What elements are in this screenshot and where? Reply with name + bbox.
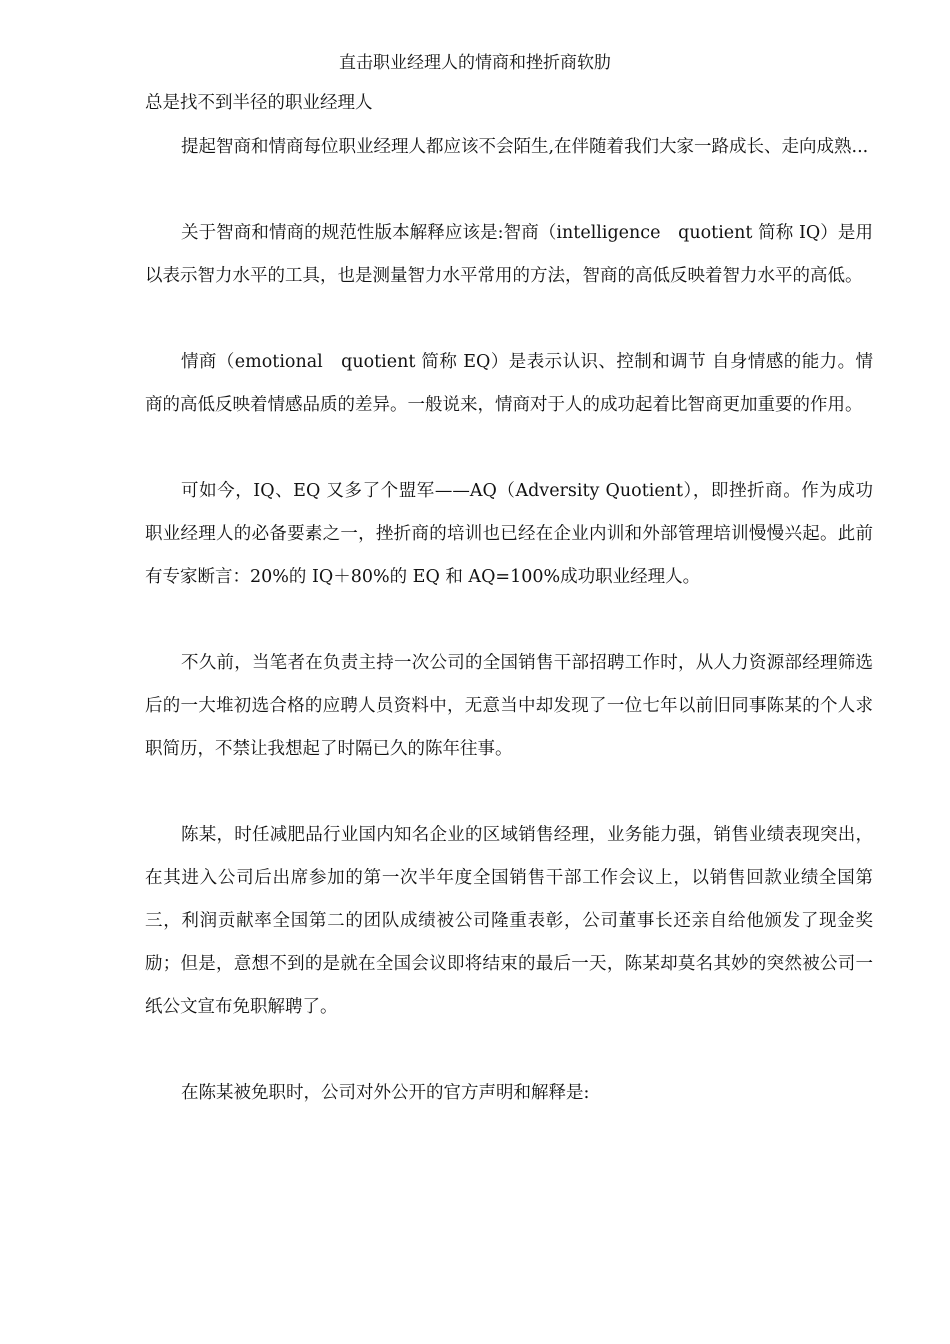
document-body <box>145 88 873 1115</box>
page-header-title: 直击职业经理人的情商和挫折商软肋 <box>339 53 611 73</box>
paragraph-3: 情商（emotional quotient 简称 EQ）是表示认识、控制和调节 自身情感的能力。情商的高低反映着情感品质的差异。一般说来，情商对于人的成功起着比智商更加重要的作用。 <box>145 352 873 415</box>
paragraph-5: 不久前，当笔者在负责主持一次公司的全国销售干部招聘工作时，从人力资源部经理筛选后的一大堆初选合格的应聘人员资料中，无意当中却发现了一位七年以前旧同事陈某的个人求职简历，不禁让我想起了时隔已久的陈年往事。 <box>145 653 873 759</box>
paragraph-4: 可如今，IQ、EQ 又多了个盟军——AQ（Adversity Quotient），即挫折商。作为成功职业经理人的必备要素之一，挫折商的培训也已经在企业内训和外部管理培训慢慢兴起。此前有专家断言：20%的 IQ＋80%的 EQ 和 AQ=100%成功职业经理人。 <box>145 481 873 587</box>
paragraph-7: 在陈某被免职时，公司对外公开的官方声明和解释是: <box>181 1083 590 1103</box>
paragraph-2: 关于智商和情商的规范性版本解释应该是:智商（intelligence quotient 简称 IQ）是用以表示智力水平的工具，也是测量智力水平常用的方法，智商的高低反映着智力水平的高低。 <box>145 223 873 286</box>
document-subtitle: 总是找不到半径的职业经理人 <box>145 93 373 113</box>
paragraph-6: 陈某，时任减肥品行业国内知名企业的区域销售经理，业务能力强，销售业绩表现突出，在其进入公司后出席参加的第一次半年度全国销售干部工作会议上，以销售回款业绩全国第三，利润贡献率全国第二的团队成绩被公司隆重表彰，公司董事长还亲自给他颁发了现金奖励；但是，意想不到的是就在全国会议即将结束的最后一天，陈某却莫名其妙的突然被公司一纸公文宣布免职解聘了。 <box>145 825 873 1017</box>
paragraph-1: 提起智商和情商每位职业经理人都应该不会陌生,在伴随着我们大家一路成长、走向成熟... <box>181 137 869 157</box>
